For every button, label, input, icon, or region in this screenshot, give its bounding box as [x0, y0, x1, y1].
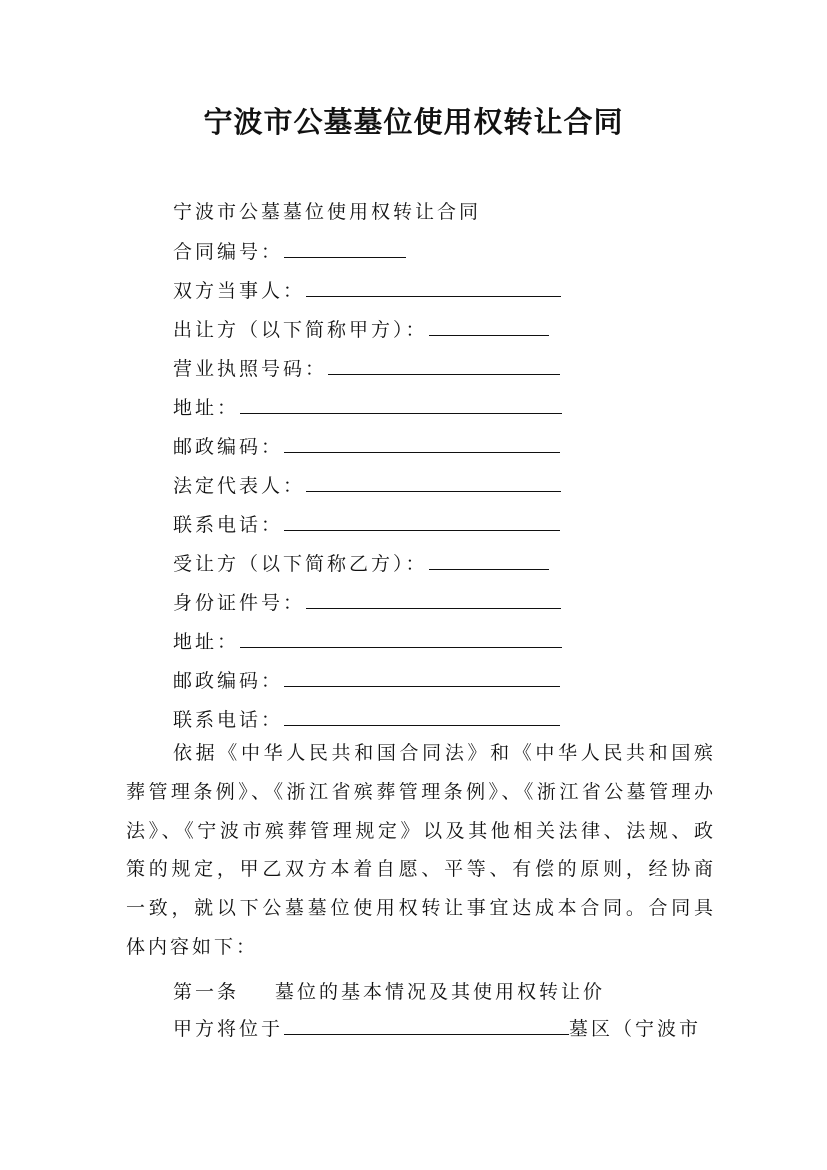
- grave-location-prefix: 甲方将位于: [173, 1018, 284, 1040]
- legal-representative-blank[interactable]: [306, 473, 561, 492]
- party-a-label: 出让方（以下简称甲方）：: [173, 319, 428, 341]
- license-number-label: 营业执照号码：: [173, 358, 328, 380]
- article-1-title: 墓位的基本情况及其使用权转让价: [275, 981, 606, 1003]
- preamble-paragraph: 依据《中华人民共和国合同法》和《中华人民共和国殡葬管理条例》、《浙江省殡葬管理条例》、《浙江省公墓管理办法》、《宁波市殡葬管理规定》以及其他相关法律、法规、政策的规定，甲乙双方本着自愿、平等、有偿的原则，经协商一致，就以下公墓墓位使用权转让事宜达成本合同。合同具体内容如下：: [126, 742, 716, 958]
- party-b-phone-line: [173, 707, 560, 732]
- parties-line: [173, 278, 561, 303]
- parties-label: 双方当事人：: [173, 280, 306, 302]
- party-a-address-blank[interactable]: [240, 395, 562, 414]
- party-b-blank[interactable]: [429, 551, 549, 570]
- license-number-blank[interactable]: [328, 356, 560, 375]
- party-b-address-label: 地址：: [173, 631, 240, 653]
- party-b-label: 受让方（以下简称乙方）：: [173, 553, 428, 575]
- party-b-phone-blank[interactable]: [284, 707, 560, 726]
- party-b-postcode-label: 邮政编码：: [173, 670, 284, 692]
- id-number-blank[interactable]: [306, 590, 561, 609]
- party-a-postcode-blank[interactable]: [284, 434, 560, 453]
- party-b-address-line: [173, 629, 562, 654]
- party-a-phone-label: 联系电话：: [173, 514, 284, 536]
- contract-number-label: 合同编号：: [173, 241, 284, 263]
- subtitle-line: [173, 200, 481, 224]
- contract-number-line: [173, 239, 406, 264]
- party-a-postcode-line: [173, 434, 560, 459]
- party-b-postcode-line: [173, 668, 560, 693]
- party-b-postcode-blank[interactable]: [284, 668, 560, 687]
- id-number-line: [173, 590, 561, 615]
- subtitle-text: 宁波市公墓墓位使用权转让合同: [173, 201, 482, 223]
- party-a-address-line: [173, 395, 562, 420]
- grave-location-line: [173, 1016, 701, 1041]
- party-a-phone-blank[interactable]: [284, 512, 560, 531]
- party-b-line: [173, 551, 549, 576]
- article-1-number: 第一条: [173, 981, 240, 1003]
- party-a-address-label: 地址：: [173, 397, 240, 419]
- article-1-heading: [173, 977, 605, 1004]
- party-b-phone-label: 联系电话：: [173, 709, 284, 731]
- contract-number-blank[interactable]: [284, 239, 406, 258]
- grave-location-suffix: 墓区（宁波市: [569, 1018, 702, 1040]
- party-a-line: [173, 317, 549, 342]
- license-number-line: [173, 356, 560, 381]
- parties-blank[interactable]: [306, 278, 561, 297]
- grave-location-blank[interactable]: [284, 1016, 569, 1035]
- party-a-blank[interactable]: [429, 317, 549, 336]
- document-title: 宁波市公墓墓位使用权转让合同: [203, 105, 624, 139]
- party-a-phone-line: [173, 512, 560, 537]
- legal-representative-label: 法定代表人：: [173, 475, 306, 497]
- id-number-label: 身份证件号：: [173, 592, 306, 614]
- party-b-address-blank[interactable]: [240, 629, 562, 648]
- legal-representative-line: [173, 473, 561, 498]
- party-a-postcode-label: 邮政编码：: [173, 436, 284, 458]
